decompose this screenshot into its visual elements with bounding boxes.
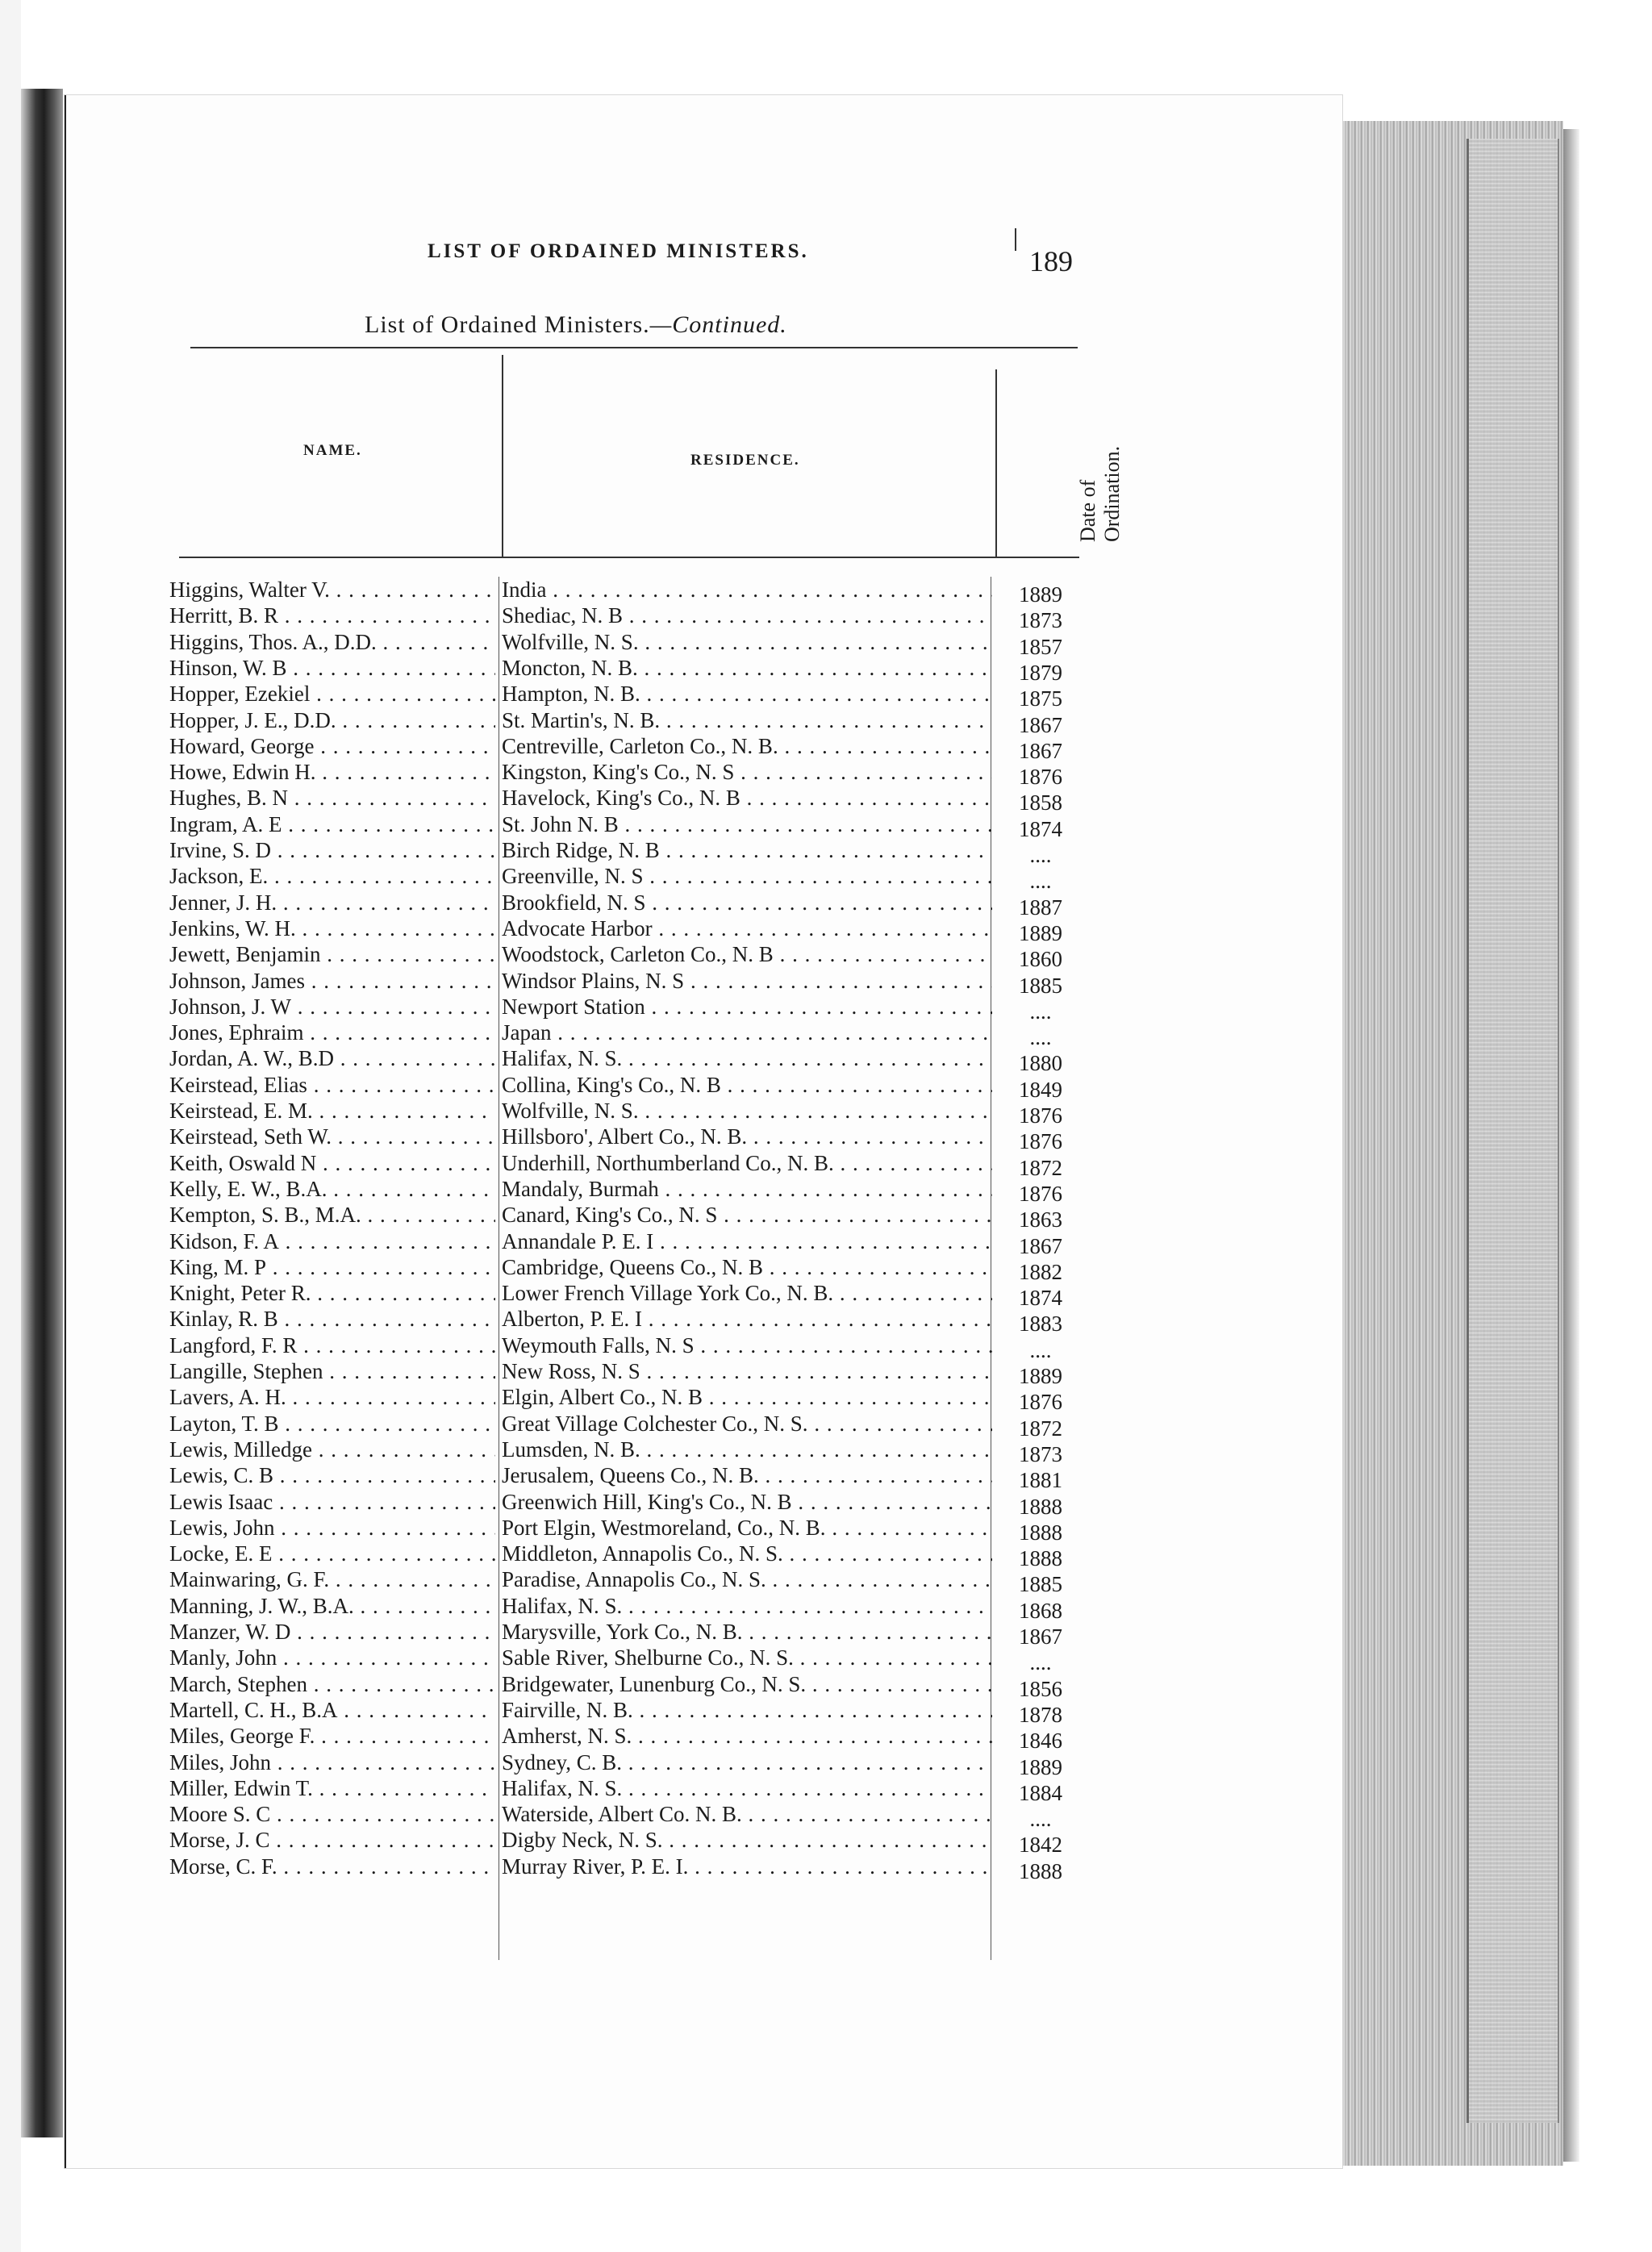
minister-name: Keirstead, Elias . . . xyxy=(169,1073,495,1098)
ordination-date: 1889 xyxy=(1019,582,1062,607)
ordination-date: 1876 xyxy=(1019,1390,1062,1415)
ordination-date: 1884 xyxy=(1019,1780,1062,1805)
table-title xyxy=(365,311,787,339)
ordination-date: 1846 xyxy=(1019,1729,1062,1754)
table-row xyxy=(0,1516,1129,1543)
minister-name: Miles, John . . . xyxy=(169,1750,495,1775)
table-row xyxy=(0,1698,1129,1725)
ordination-date: 1888 xyxy=(1019,1494,1062,1519)
minister-residence: Halifax, N. S. . . . xyxy=(502,1776,992,1801)
ordination-date: 1876 xyxy=(1019,1129,1062,1154)
table-row xyxy=(0,1020,1129,1048)
minister-residence: Fairville, N. B. . . . xyxy=(502,1698,992,1723)
minister-name: Miles, George F. . . . xyxy=(169,1724,495,1749)
minister-residence: Greenville, N. S . . . xyxy=(502,864,992,889)
ordination-date: 1868 xyxy=(1019,1598,1062,1623)
minister-residence: Sable River, Shelburne Co., N. S. . . . xyxy=(502,1645,992,1670)
table-row xyxy=(0,812,1129,840)
ordination-date: .... xyxy=(1029,1807,1052,1832)
table-row xyxy=(0,1490,1129,1517)
ordination-date: 1880 xyxy=(1019,1051,1062,1076)
minister-residence: Halifax, N. S. . . . xyxy=(502,1046,992,1071)
table-row xyxy=(0,1046,1129,1074)
table-row xyxy=(0,1281,1129,1311)
minister-residence: Greenwich Hill, King's Co., N. B . . . xyxy=(502,1490,992,1515)
minister-name: Johnson, J. W . . . xyxy=(169,995,495,1020)
minister-residence: Annandale P. E. I . . . xyxy=(502,1229,992,1254)
minister-name: Hopper, J. E., D.D. . . . xyxy=(169,708,495,733)
table-row xyxy=(0,1229,1129,1257)
header-top-rule xyxy=(190,347,1078,348)
minister-residence: Weymouth Falls, N. S . . . xyxy=(502,1333,992,1358)
table-row xyxy=(0,760,1129,790)
minister-residence: Windsor Plains, N. S . . . xyxy=(502,969,992,994)
column-divider-name xyxy=(502,355,503,557)
minister-residence: Birch Ridge, N. B . . . xyxy=(502,838,992,863)
ordination-date: 1867 xyxy=(1019,1624,1062,1649)
ordination-date: 1888 xyxy=(1019,1520,1062,1545)
minister-residence: Mandaly, Burmah . . . xyxy=(502,1177,992,1202)
ordination-date: 1863 xyxy=(1019,1207,1062,1232)
ordination-date: 1878 xyxy=(1019,1702,1062,1727)
minister-name: Knight, Peter R. . . . xyxy=(169,1281,495,1306)
minister-residence: Japan . . . xyxy=(502,1020,992,1045)
minister-name: Lewis, C. B . . . xyxy=(169,1463,495,1488)
minister-name: Lewis, Milledge . . . xyxy=(169,1437,495,1462)
ordination-date: 1888 xyxy=(1019,1546,1062,1571)
ordination-date: .... xyxy=(1029,843,1052,867)
minister-residence: St. Martin's, N. B. . . . xyxy=(502,708,992,733)
table-row xyxy=(0,1594,1129,1621)
ordination-date: 1873 xyxy=(1019,1441,1062,1466)
table-row xyxy=(0,1724,1129,1754)
minister-name: Irvine, S. D . . . xyxy=(169,838,495,863)
ordination-date: 1876 xyxy=(1019,1181,1062,1206)
minister-name: Jordan, A. W., B.D . . . xyxy=(169,1046,495,1071)
minister-residence: Woodstock, Carleton Co., N. B . . . xyxy=(502,942,992,967)
table-row xyxy=(0,682,1129,709)
minister-name: Herritt, B. R . . . xyxy=(169,603,495,628)
minister-name: Miller, Edwin T. . . . xyxy=(169,1776,495,1801)
table-row xyxy=(0,1307,1129,1337)
table-row xyxy=(0,916,1129,944)
table-row xyxy=(0,1099,1129,1126)
minister-residence: Wolfville, N. S. . . . xyxy=(502,1099,992,1124)
minister-residence: Brookfield, N. S . . . xyxy=(502,890,992,915)
ordination-date: 1873 xyxy=(1019,608,1062,633)
table-row xyxy=(0,864,1129,894)
minister-name: Kelly, E. W., B.A. . . . xyxy=(169,1177,495,1202)
table-row xyxy=(0,969,1129,996)
minister-name: Kidson, F. A . . . xyxy=(169,1229,495,1254)
margin-mark xyxy=(1015,228,1016,251)
table-row xyxy=(0,1672,1129,1699)
minister-name: Jenkins, W. H. . . . xyxy=(169,916,495,941)
minister-residence: Advocate Harbor . . . xyxy=(502,916,992,941)
table-row xyxy=(0,1620,1129,1647)
minister-residence: Middleton, Annapolis Co., N. S. . . . xyxy=(502,1541,992,1566)
minister-residence: Moncton, N. B. . . . xyxy=(502,656,992,681)
minister-residence: Digby Neck, N. S. . . . xyxy=(502,1828,992,1853)
minister-residence: Kingston, King's Co., N. S . . . xyxy=(502,760,992,785)
table-row xyxy=(0,1854,1129,1882)
table-title-main: List of Ordained Ministers. xyxy=(365,311,650,338)
table-row xyxy=(0,1385,1129,1415)
table-row xyxy=(0,656,1129,683)
column-divider-date xyxy=(995,369,997,557)
table-row xyxy=(0,1203,1129,1230)
minister-name: King, M. P . . . xyxy=(169,1255,495,1280)
page-number: 189 xyxy=(1029,245,1073,277)
minister-residence: Alberton, P. E. I . . . xyxy=(502,1307,992,1332)
ordination-date: 1885 xyxy=(1019,1572,1062,1597)
minister-name: Higgins, Walter V. . . . xyxy=(169,578,495,603)
ordination-date: 1888 xyxy=(1019,1858,1062,1883)
minister-name: Kempton, S. B., M.A. . . . xyxy=(169,1203,495,1228)
ordination-date: 1885 xyxy=(1019,973,1062,998)
minister-residence: Murray River, P. E. I. . . . xyxy=(502,1854,992,1879)
minister-residence: Lumsden, N. B. . . . xyxy=(502,1437,992,1462)
minister-name: Howard, George . . . xyxy=(169,734,495,759)
ordination-date: 1858 xyxy=(1019,790,1062,815)
ordination-date: 1856 xyxy=(1019,1676,1062,1701)
minister-name: March, Stephen . . . xyxy=(169,1672,495,1697)
minister-name: Manzer, W. D . . . xyxy=(169,1620,495,1645)
minister-residence: Hampton, N. B. . . . xyxy=(502,682,992,707)
minister-residence: Centreville, Carleton Co., N. B. . . . xyxy=(502,734,992,759)
ordination-date: 1874 xyxy=(1019,1286,1062,1311)
table-row xyxy=(0,603,1129,631)
table-row xyxy=(0,630,1129,657)
table-row xyxy=(0,1437,1129,1465)
table-row xyxy=(0,1359,1129,1387)
minister-residence: Jerusalem, Queens Co., N. B. . . . xyxy=(502,1463,992,1488)
ordination-date: 1883 xyxy=(1019,1312,1062,1337)
minister-name: Jenner, J. H. . . . xyxy=(169,890,495,915)
table-row xyxy=(0,1645,1129,1673)
minister-name: Keith, Oswald N . . . xyxy=(169,1151,495,1176)
minister-residence: Amherst, N. S. . . . xyxy=(502,1724,992,1749)
table-row xyxy=(0,1541,1129,1569)
table-row xyxy=(0,1255,1129,1282)
minister-name: Lewis, John . . . xyxy=(169,1516,495,1541)
minister-residence: Wolfville, N. S. . . . xyxy=(502,630,992,655)
ordination-date: 1872 xyxy=(1019,1416,1062,1441)
table-row xyxy=(0,1828,1129,1858)
table-row xyxy=(0,1124,1129,1152)
minister-name: Howe, Edwin H. . . . xyxy=(169,760,495,785)
table-row xyxy=(0,1750,1129,1778)
ordination-date: 1860 xyxy=(1019,947,1062,972)
minister-residence: Port Elgin, Westmoreland, Co., N. B. . . . xyxy=(502,1516,992,1541)
minister-residence: Newport Station . . . xyxy=(502,995,992,1020)
minister-name: Langford, F. R . . . xyxy=(169,1333,495,1358)
ordination-date: 1872 xyxy=(1019,1155,1062,1180)
minister-name: Lavers, A. H. . . . xyxy=(169,1385,495,1410)
ordination-date: 1842 xyxy=(1019,1833,1062,1858)
minister-name: Keirstead, E. M. . . . xyxy=(169,1099,495,1124)
table-row xyxy=(0,1412,1129,1439)
book-edge-shadow xyxy=(1563,129,1579,2162)
table-row xyxy=(0,578,1129,605)
minister-residence: New Ross, N. S . . . xyxy=(502,1359,992,1384)
table-row xyxy=(0,1073,1129,1100)
minister-name: Jackson, E. . . . xyxy=(169,864,495,889)
ordination-date: 1867 xyxy=(1019,712,1062,737)
ordination-date: 1887 xyxy=(1019,895,1062,920)
minister-residence: Lower French Village York Co., N. B. . . . xyxy=(502,1281,992,1306)
minister-name: Locke, E. E . . . xyxy=(169,1541,495,1566)
minister-residence: Underhill, Northumberland Co., N. B. . . . xyxy=(502,1151,992,1176)
table-row xyxy=(0,1776,1129,1804)
column-header-residence: RESIDENCE. xyxy=(690,452,800,469)
minister-name: Hopper, Ezekiel . . . xyxy=(169,682,495,707)
table-row xyxy=(0,995,1129,1022)
minister-name: Manning, J. W., B.A. . . . xyxy=(169,1594,495,1619)
minister-name: Keirstead, Seth W. . . . xyxy=(169,1124,495,1149)
minister-residence: Cambridge, Queens Co., N. B . . . xyxy=(502,1255,992,1280)
column-header-date-line2: Ordination. xyxy=(1100,445,1124,542)
table-row xyxy=(0,1151,1129,1178)
page-stack-inner xyxy=(1466,139,1559,2123)
table-row xyxy=(0,734,1129,761)
table-row xyxy=(0,708,1129,736)
header-bottom-rule xyxy=(179,557,1079,558)
minister-name: Jones, Ephraim . . . xyxy=(169,1020,495,1045)
minister-residence: India . . . xyxy=(502,578,992,603)
minister-name: Johnson, James . . . xyxy=(169,969,495,994)
column-header-name: NAME. xyxy=(303,442,362,459)
minister-name: Higgins, Thos. A., D.D. . . . xyxy=(169,630,495,655)
ordination-date: 1879 xyxy=(1019,660,1062,685)
ordination-date: 1881 xyxy=(1019,1468,1062,1493)
table-row xyxy=(0,942,1129,970)
table-row xyxy=(0,890,1129,918)
minister-residence: Great Village Colchester Co., N. S. . . . xyxy=(502,1412,992,1437)
ordination-date: .... xyxy=(1029,869,1052,894)
minister-residence: Halifax, N. S. . . . xyxy=(502,1594,992,1619)
minister-residence: Sydney, C. B. . . . xyxy=(502,1750,992,1775)
ordination-date: 1882 xyxy=(1019,1259,1062,1284)
table-row xyxy=(0,838,1129,865)
ordination-date: 1876 xyxy=(1019,1103,1062,1128)
ordination-date: 1874 xyxy=(1019,816,1062,841)
minister-name: Langille, Stephen . . . xyxy=(169,1359,495,1384)
minister-name: Martell, C. H., B.A . . . xyxy=(169,1698,495,1723)
minister-name: Moore S. C . . . xyxy=(169,1802,495,1827)
table-row xyxy=(0,1567,1129,1595)
minister-residence: Havelock, King's Co., N. B . . . xyxy=(502,786,992,811)
table-row xyxy=(0,1463,1129,1491)
minister-residence: St. John N. B . . . xyxy=(502,812,992,837)
table-row xyxy=(0,786,1129,813)
minister-residence: Shediac, N. B . . . xyxy=(502,603,992,628)
ordination-date: 1889 xyxy=(1019,1364,1062,1388)
ordination-date: 1876 xyxy=(1019,765,1062,790)
ordination-date: 1875 xyxy=(1019,686,1062,711)
ordination-date: 1889 xyxy=(1019,1754,1062,1779)
ordination-date: .... xyxy=(1029,1650,1052,1675)
ordination-date: 1849 xyxy=(1019,1077,1062,1102)
table-row xyxy=(0,1802,1129,1832)
ordination-date: 1857 xyxy=(1019,634,1062,659)
running-header: LIST OF ORDAINED MINISTERS. xyxy=(428,240,809,262)
minister-name: Lewis Isaac . . . xyxy=(169,1490,495,1515)
table-row xyxy=(0,1177,1129,1204)
ordination-date: .... xyxy=(1029,1337,1052,1362)
minister-name: Hinson, W. B . . . xyxy=(169,656,495,681)
ordination-date: 1889 xyxy=(1019,920,1062,945)
minister-residence: Waterside, Albert Co. N. B. . . . xyxy=(502,1802,992,1827)
ordination-date: 1867 xyxy=(1019,1233,1062,1258)
column-header-date xyxy=(1005,377,1124,547)
minister-residence: Bridgewater, Lunenburg Co., N. S. . . . xyxy=(502,1672,992,1697)
minister-residence: Hillsboro', Albert Co., N. B. . . . xyxy=(502,1124,992,1149)
minister-residence: Marysville, York Co., N. B. . . . xyxy=(502,1620,992,1645)
minister-residence: Elgin, Albert Co., N. B . . . xyxy=(502,1385,992,1410)
minister-name: Manly, John . . . xyxy=(169,1645,495,1670)
minister-name: Ingram, A. E . . . xyxy=(169,812,495,837)
minister-residence: Paradise, Annapolis Co., N. S. . . . xyxy=(502,1567,992,1592)
minister-name: Morse, J. C . . . xyxy=(169,1828,495,1853)
ordination-date: .... xyxy=(1029,1025,1052,1050)
minister-name: Jewett, Benjamin . . . xyxy=(169,942,495,967)
column-header-date-line1: Date of xyxy=(1076,479,1099,542)
minister-residence: Canard, King's Co., N. S . . . xyxy=(502,1203,992,1228)
minister-residence: Collina, King's Co., N. B . . . xyxy=(502,1073,992,1098)
minister-name: Morse, C. F. . . . xyxy=(169,1854,495,1879)
minister-name: Layton, T. B . . . xyxy=(169,1412,495,1437)
minister-name: Kinlay, R. B . . . xyxy=(169,1307,495,1332)
table-title-continued: —Continued. xyxy=(649,311,787,338)
ordination-date: .... xyxy=(1029,999,1052,1024)
minister-name: Hughes, B. N . . . xyxy=(169,786,495,811)
minister-name: Mainwaring, G. F. . . . xyxy=(169,1567,495,1592)
table-row xyxy=(0,1333,1129,1361)
ordination-date: 1867 xyxy=(1019,738,1062,763)
